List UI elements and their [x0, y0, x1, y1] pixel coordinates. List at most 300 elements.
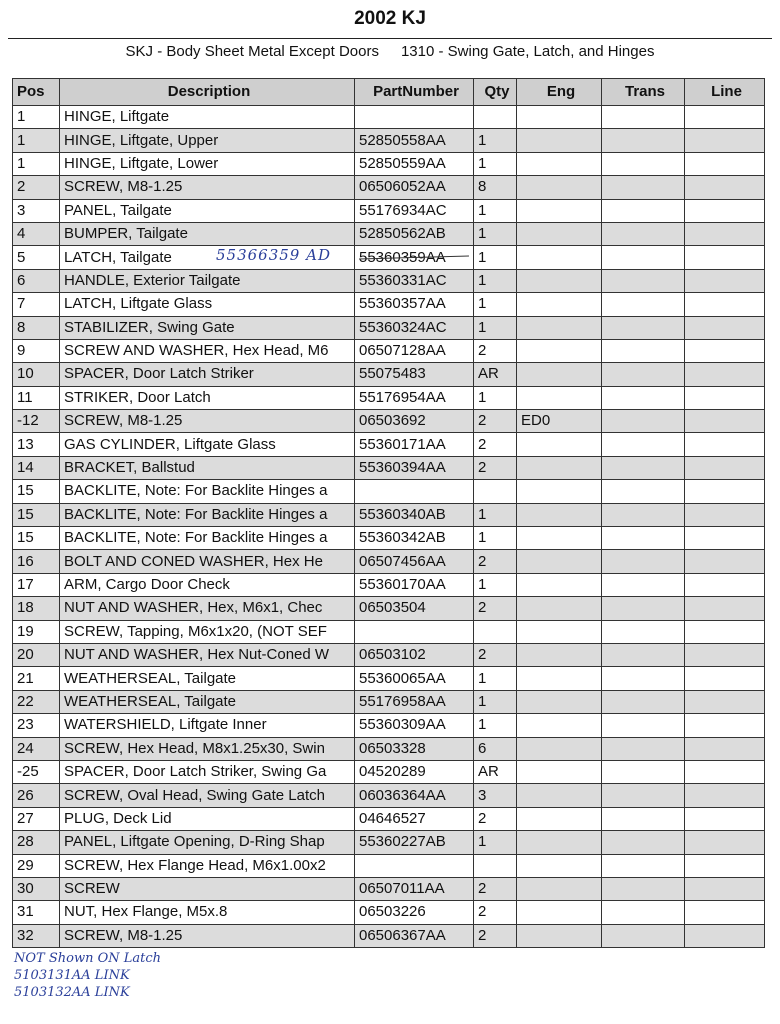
cell-eng — [517, 293, 602, 316]
cell-pos: 8 — [13, 316, 60, 339]
handwritten-note-line: 5103131AA LINK — [14, 968, 130, 983]
cell-description: SPACER, Door Latch Striker, Swing Ga — [60, 760, 355, 783]
cell-pos: 30 — [13, 877, 60, 900]
cell-description: BACKLITE, Note: For Backlite Hinges a — [60, 527, 355, 550]
cell-partnumber: 06503226 — [355, 901, 474, 924]
cell-pos: 1 — [13, 129, 60, 152]
cell-pos: 1 — [13, 106, 60, 129]
cell-partnumber: 52850558AA — [355, 129, 474, 152]
handwritten-correction: 55366359 AD — [216, 246, 331, 264]
table-row — [13, 339, 765, 362]
cell-line — [685, 573, 765, 596]
cell-description: PANEL, Tailgate — [60, 199, 355, 222]
cell-pos: 16 — [13, 550, 60, 573]
cell-line — [685, 316, 765, 339]
cell-qty: 1 — [474, 129, 517, 152]
cell-line — [685, 222, 765, 245]
table-row — [13, 573, 765, 596]
cell-description: HINGE, Liftgate, Lower — [60, 152, 355, 175]
cell-trans — [602, 527, 685, 550]
table-row — [13, 784, 765, 807]
cell-trans — [602, 386, 685, 409]
cell-pos: 15 — [13, 480, 60, 503]
cell-pos: 3 — [13, 199, 60, 222]
cell-line — [685, 410, 765, 433]
cell-pos: 15 — [13, 527, 60, 550]
cell-line — [685, 737, 765, 760]
cell-qty: 2 — [474, 924, 517, 947]
cell-trans — [602, 901, 685, 924]
cell-qty — [474, 480, 517, 503]
cell-partnumber: 55360227AB — [355, 831, 474, 854]
col-header-pos: Pos — [13, 79, 60, 106]
subtitle-section: 1310 - Swing Gate, Latch, and Hinges — [400, 43, 655, 60]
cell-partnumber: 06503504 — [355, 597, 474, 620]
cell-partnumber: 55176958AA — [355, 690, 474, 713]
cell-eng — [517, 737, 602, 760]
cell-pos: 10 — [13, 363, 60, 386]
cell-qty: 1 — [474, 386, 517, 409]
cell-description: SCREW, M8-1.25 — [60, 924, 355, 947]
cell-trans — [602, 129, 685, 152]
cell-partnumber — [355, 106, 474, 129]
cell-qty: 1 — [474, 152, 517, 175]
cell-qty: AR — [474, 363, 517, 386]
cell-qty: 1 — [474, 573, 517, 596]
cell-qty: 1 — [474, 316, 517, 339]
table-row — [13, 176, 765, 199]
cell-qty — [474, 620, 517, 643]
cell-line — [685, 152, 765, 175]
cell-pos: 9 — [13, 339, 60, 362]
cell-description: BACKLITE, Note: For Backlite Hinges a — [60, 503, 355, 526]
cell-description: PLUG, Deck Lid — [60, 807, 355, 830]
cell-eng — [517, 456, 602, 479]
cell-pos: 5 — [13, 246, 60, 269]
handwritten-note-line: 5103132AA LINK — [14, 985, 130, 1000]
cell-pos: 21 — [13, 667, 60, 690]
cell-description: BOLT AND CONED WASHER, Hex He — [60, 550, 355, 573]
cell-partnumber: 06507128AA — [355, 339, 474, 362]
cell-line — [685, 714, 765, 737]
table-row — [13, 222, 765, 245]
cell-trans — [602, 363, 685, 386]
cell-trans — [602, 293, 685, 316]
cell-line — [685, 643, 765, 666]
cell-qty: 2 — [474, 410, 517, 433]
cell-pos: 27 — [13, 807, 60, 830]
cell-line — [685, 199, 765, 222]
table-row — [13, 643, 765, 666]
cell-qty: 2 — [474, 550, 517, 573]
cell-description: SCREW, Hex Head, M8x1.25x30, Swin — [60, 737, 355, 760]
cell-description: GAS CYLINDER, Liftgate Glass — [60, 433, 355, 456]
cell-line — [685, 456, 765, 479]
cell-line — [685, 386, 765, 409]
cell-partnumber: 06503692 — [355, 410, 474, 433]
header-row — [13, 79, 765, 106]
cell-partnumber: 55360359AA — [355, 246, 474, 269]
cell-trans — [602, 854, 685, 877]
cell-pos: 18 — [13, 597, 60, 620]
cell-pos: 6 — [13, 269, 60, 292]
cell-trans — [602, 246, 685, 269]
cell-qty: 2 — [474, 877, 517, 900]
cell-pos: 29 — [13, 854, 60, 877]
cell-line — [685, 106, 765, 129]
cell-trans — [602, 433, 685, 456]
cell-eng: ED0 — [517, 410, 602, 433]
cell-eng — [517, 222, 602, 245]
cell-eng — [517, 784, 602, 807]
cell-qty — [474, 106, 517, 129]
col-header-qty: Qty — [474, 79, 517, 106]
cell-line — [685, 807, 765, 830]
cell-qty: 1 — [474, 667, 517, 690]
cell-trans — [602, 222, 685, 245]
cell-trans — [602, 456, 685, 479]
cell-qty: 1 — [474, 269, 517, 292]
cell-eng — [517, 550, 602, 573]
cell-line — [685, 550, 765, 573]
cell-pos: 15 — [13, 503, 60, 526]
cell-description: NUT AND WASHER, Hex, M6x1, Chec — [60, 597, 355, 620]
cell-description: SCREW, M8-1.25 — [60, 176, 355, 199]
cell-pos: 20 — [13, 643, 60, 666]
cell-description: BACKLITE, Note: For Backlite Hinges a — [60, 480, 355, 503]
cell-eng — [517, 877, 602, 900]
cell-eng — [517, 176, 602, 199]
cell-eng — [517, 573, 602, 596]
cell-trans — [602, 667, 685, 690]
cell-eng — [517, 246, 602, 269]
cell-description: BRACKET, Ballstud — [60, 456, 355, 479]
cell-qty: 2 — [474, 807, 517, 830]
table-row — [13, 877, 765, 900]
handwritten-note — [14, 950, 161, 1001]
table-row — [13, 527, 765, 550]
table-row — [13, 667, 765, 690]
cell-pos: 17 — [13, 573, 60, 596]
table-row — [13, 831, 765, 854]
cell-qty: 2 — [474, 433, 517, 456]
cell-partnumber: 55176954AA — [355, 386, 474, 409]
cell-partnumber: 06506052AA — [355, 176, 474, 199]
table-row — [13, 760, 765, 783]
table-row — [13, 714, 765, 737]
cell-eng — [517, 854, 602, 877]
table-row — [13, 924, 765, 947]
cell-partnumber: 06507011AA — [355, 877, 474, 900]
cell-trans — [602, 690, 685, 713]
table-row — [13, 129, 765, 152]
cell-pos: 23 — [13, 714, 60, 737]
cell-qty: 6 — [474, 737, 517, 760]
cell-pos: 19 — [13, 620, 60, 643]
cell-description: STABILIZER, Swing Gate — [60, 316, 355, 339]
cell-pos: 26 — [13, 784, 60, 807]
cell-pos: 32 — [13, 924, 60, 947]
cell-description: STRIKER, Door Latch — [60, 386, 355, 409]
cell-trans — [602, 573, 685, 596]
cell-partnumber: 55360357AA — [355, 293, 474, 316]
cell-qty: 1 — [474, 690, 517, 713]
cell-pos: 31 — [13, 901, 60, 924]
cell-partnumber: 52850562AB — [355, 222, 474, 245]
cell-qty: 1 — [474, 222, 517, 245]
cell-line — [685, 433, 765, 456]
cell-partnumber: 55360065AA — [355, 667, 474, 690]
cell-line — [685, 176, 765, 199]
cell-eng — [517, 503, 602, 526]
cell-trans — [602, 597, 685, 620]
cell-trans — [602, 152, 685, 175]
table-row — [13, 620, 765, 643]
table-row — [13, 199, 765, 222]
cell-trans — [602, 339, 685, 362]
cell-qty: 8 — [474, 176, 517, 199]
title-rule — [8, 38, 772, 39]
cell-qty: 2 — [474, 597, 517, 620]
cell-partnumber: 55176934AC — [355, 199, 474, 222]
cell-partnumber: 06503102 — [355, 643, 474, 666]
cell-eng — [517, 129, 602, 152]
cell-pos: 4 — [13, 222, 60, 245]
cell-trans — [602, 176, 685, 199]
cell-line — [685, 831, 765, 854]
cell-description: SCREW, Oval Head, Swing Gate Latch — [60, 784, 355, 807]
cell-description: WATERSHIELD, Liftgate Inner — [60, 714, 355, 737]
table-row — [13, 433, 765, 456]
table-row — [13, 152, 765, 175]
table-row — [13, 901, 765, 924]
table-row — [13, 480, 765, 503]
cell-eng — [517, 760, 602, 783]
cell-partnumber: 55360171AA — [355, 433, 474, 456]
cell-eng — [517, 386, 602, 409]
cell-qty: 2 — [474, 901, 517, 924]
col-header-line: Line — [685, 79, 765, 106]
table-row — [13, 597, 765, 620]
cell-pos: 11 — [13, 386, 60, 409]
cell-description: WEATHERSEAL, Tailgate — [60, 690, 355, 713]
cell-eng — [517, 807, 602, 830]
subtitle-group: SKJ - Body Sheet Metal Except Doors — [125, 43, 379, 60]
cell-eng — [517, 339, 602, 362]
table-row — [13, 246, 765, 269]
cell-qty: 1 — [474, 714, 517, 737]
cell-pos: -12 — [13, 410, 60, 433]
cell-eng — [517, 316, 602, 339]
cell-description: NUT, Hex Flange, M5x.8 — [60, 901, 355, 924]
table-row — [13, 386, 765, 409]
cell-trans — [602, 480, 685, 503]
cell-partnumber: 55360170AA — [355, 573, 474, 596]
cell-pos: 24 — [13, 737, 60, 760]
table-row — [13, 503, 765, 526]
cell-trans — [602, 199, 685, 222]
table-row — [13, 363, 765, 386]
cell-trans — [602, 737, 685, 760]
cell-description: NUT AND WASHER, Hex Nut-Coned W — [60, 643, 355, 666]
cell-trans — [602, 831, 685, 854]
cell-eng — [517, 597, 602, 620]
cell-qty: 1 — [474, 199, 517, 222]
table-row — [13, 106, 765, 129]
col-header-partnumber: PartNumber — [355, 79, 474, 106]
cell-pos: -25 — [13, 760, 60, 783]
page-subtitle — [0, 43, 780, 60]
cell-qty: 2 — [474, 456, 517, 479]
table-row — [13, 456, 765, 479]
cell-eng — [517, 667, 602, 690]
cell-qty: 1 — [474, 503, 517, 526]
cell-line — [685, 597, 765, 620]
cell-description: SCREW, Hex Flange Head, M6x1.00x2 — [60, 854, 355, 877]
col-header-eng: Eng — [517, 79, 602, 106]
cell-pos: 13 — [13, 433, 60, 456]
cell-description: SCREW, M8-1.25 — [60, 410, 355, 433]
cell-line — [685, 784, 765, 807]
handwritten-note-line: NOT Shown ON Latch — [14, 951, 161, 966]
cell-eng — [517, 433, 602, 456]
page-title: 2002 KJ — [354, 8, 426, 29]
table-row — [13, 737, 765, 760]
cell-pos: 22 — [13, 690, 60, 713]
cell-description: BUMPER, Tailgate — [60, 222, 355, 245]
cell-partnumber: 06503328 — [355, 737, 474, 760]
cell-partnumber: 06506367AA — [355, 924, 474, 947]
cell-partnumber: 06507456AA — [355, 550, 474, 573]
cell-eng — [517, 106, 602, 129]
cell-eng — [517, 714, 602, 737]
cell-partnumber: 55360331AC — [355, 269, 474, 292]
cell-line — [685, 620, 765, 643]
table-row — [13, 269, 765, 292]
cell-eng — [517, 690, 602, 713]
cell-pos: 28 — [13, 831, 60, 854]
cell-line — [685, 924, 765, 947]
cell-qty: 1 — [474, 831, 517, 854]
cell-line — [685, 129, 765, 152]
cell-trans — [602, 877, 685, 900]
cell-trans — [602, 503, 685, 526]
cell-qty: 2 — [474, 643, 517, 666]
cell-partnumber: 55075483 — [355, 363, 474, 386]
cell-description: PANEL, Liftgate Opening, D-Ring Shap — [60, 831, 355, 854]
cell-pos: 14 — [13, 456, 60, 479]
cell-eng — [517, 363, 602, 386]
cell-trans — [602, 550, 685, 573]
cell-description: ARM, Cargo Door Check — [60, 573, 355, 596]
cell-line — [685, 269, 765, 292]
cell-partnumber — [355, 854, 474, 877]
table-row — [13, 854, 765, 877]
cell-qty: 1 — [474, 246, 517, 269]
cell-eng — [517, 152, 602, 175]
cell-line — [685, 246, 765, 269]
cell-eng — [517, 527, 602, 550]
table-row — [13, 410, 765, 433]
cell-trans — [602, 620, 685, 643]
parts-table — [12, 78, 765, 948]
cell-partnumber: 06036364AA — [355, 784, 474, 807]
cell-description: HINGE, Liftgate — [60, 106, 355, 129]
cell-description: HINGE, Liftgate, Upper — [60, 129, 355, 152]
cell-qty: AR — [474, 760, 517, 783]
cell-trans — [602, 714, 685, 737]
cell-partnumber: 04646527 — [355, 807, 474, 830]
col-header-description: Description — [60, 79, 355, 106]
cell-line — [685, 363, 765, 386]
cell-partnumber: 55360309AA — [355, 714, 474, 737]
cell-partnumber: 55360340AB — [355, 503, 474, 526]
cell-pos: 2 — [13, 176, 60, 199]
cell-description: LATCH, Tailgate — [60, 246, 355, 269]
cell-partnumber — [355, 480, 474, 503]
cell-qty: 1 — [474, 293, 517, 316]
table-row — [13, 293, 765, 316]
cell-qty — [474, 854, 517, 877]
cell-eng — [517, 831, 602, 854]
cell-description: LATCH, Liftgate Glass — [60, 293, 355, 316]
cell-line — [685, 690, 765, 713]
cell-description: SPACER, Door Latch Striker — [60, 363, 355, 386]
cell-partnumber — [355, 620, 474, 643]
cell-line — [685, 667, 765, 690]
cell-qty: 2 — [474, 339, 517, 362]
cell-eng — [517, 269, 602, 292]
table-row — [13, 690, 765, 713]
cell-line — [685, 901, 765, 924]
table-row — [13, 807, 765, 830]
cell-eng — [517, 620, 602, 643]
cell-trans — [602, 316, 685, 339]
cell-line — [685, 503, 765, 526]
cell-trans — [602, 807, 685, 830]
cell-eng — [517, 901, 602, 924]
cell-trans — [602, 410, 685, 433]
table-row — [13, 316, 765, 339]
table-row — [13, 550, 765, 573]
cell-partnumber: 55360324AC — [355, 316, 474, 339]
cell-trans — [602, 106, 685, 129]
cell-eng — [517, 480, 602, 503]
cell-qty: 1 — [474, 527, 517, 550]
cell-description: WEATHERSEAL, Tailgate — [60, 667, 355, 690]
cell-trans — [602, 784, 685, 807]
cell-trans — [602, 760, 685, 783]
cell-pos: 1 — [13, 152, 60, 175]
cell-line — [685, 527, 765, 550]
cell-trans — [602, 643, 685, 666]
cell-description: SCREW — [60, 877, 355, 900]
cell-line — [685, 854, 765, 877]
cell-description: SCREW AND WASHER, Hex Head, M6 — [60, 339, 355, 362]
cell-line — [685, 339, 765, 362]
strike-line — [359, 256, 469, 260]
cell-qty: 3 — [474, 784, 517, 807]
cell-eng — [517, 199, 602, 222]
cell-eng — [517, 643, 602, 666]
cell-partnumber: 04520289 — [355, 760, 474, 783]
cell-line — [685, 877, 765, 900]
cell-partnumber: 55360342AB — [355, 527, 474, 550]
cell-line — [685, 760, 765, 783]
cell-trans — [602, 269, 685, 292]
cell-trans — [602, 924, 685, 947]
cell-line — [685, 293, 765, 316]
